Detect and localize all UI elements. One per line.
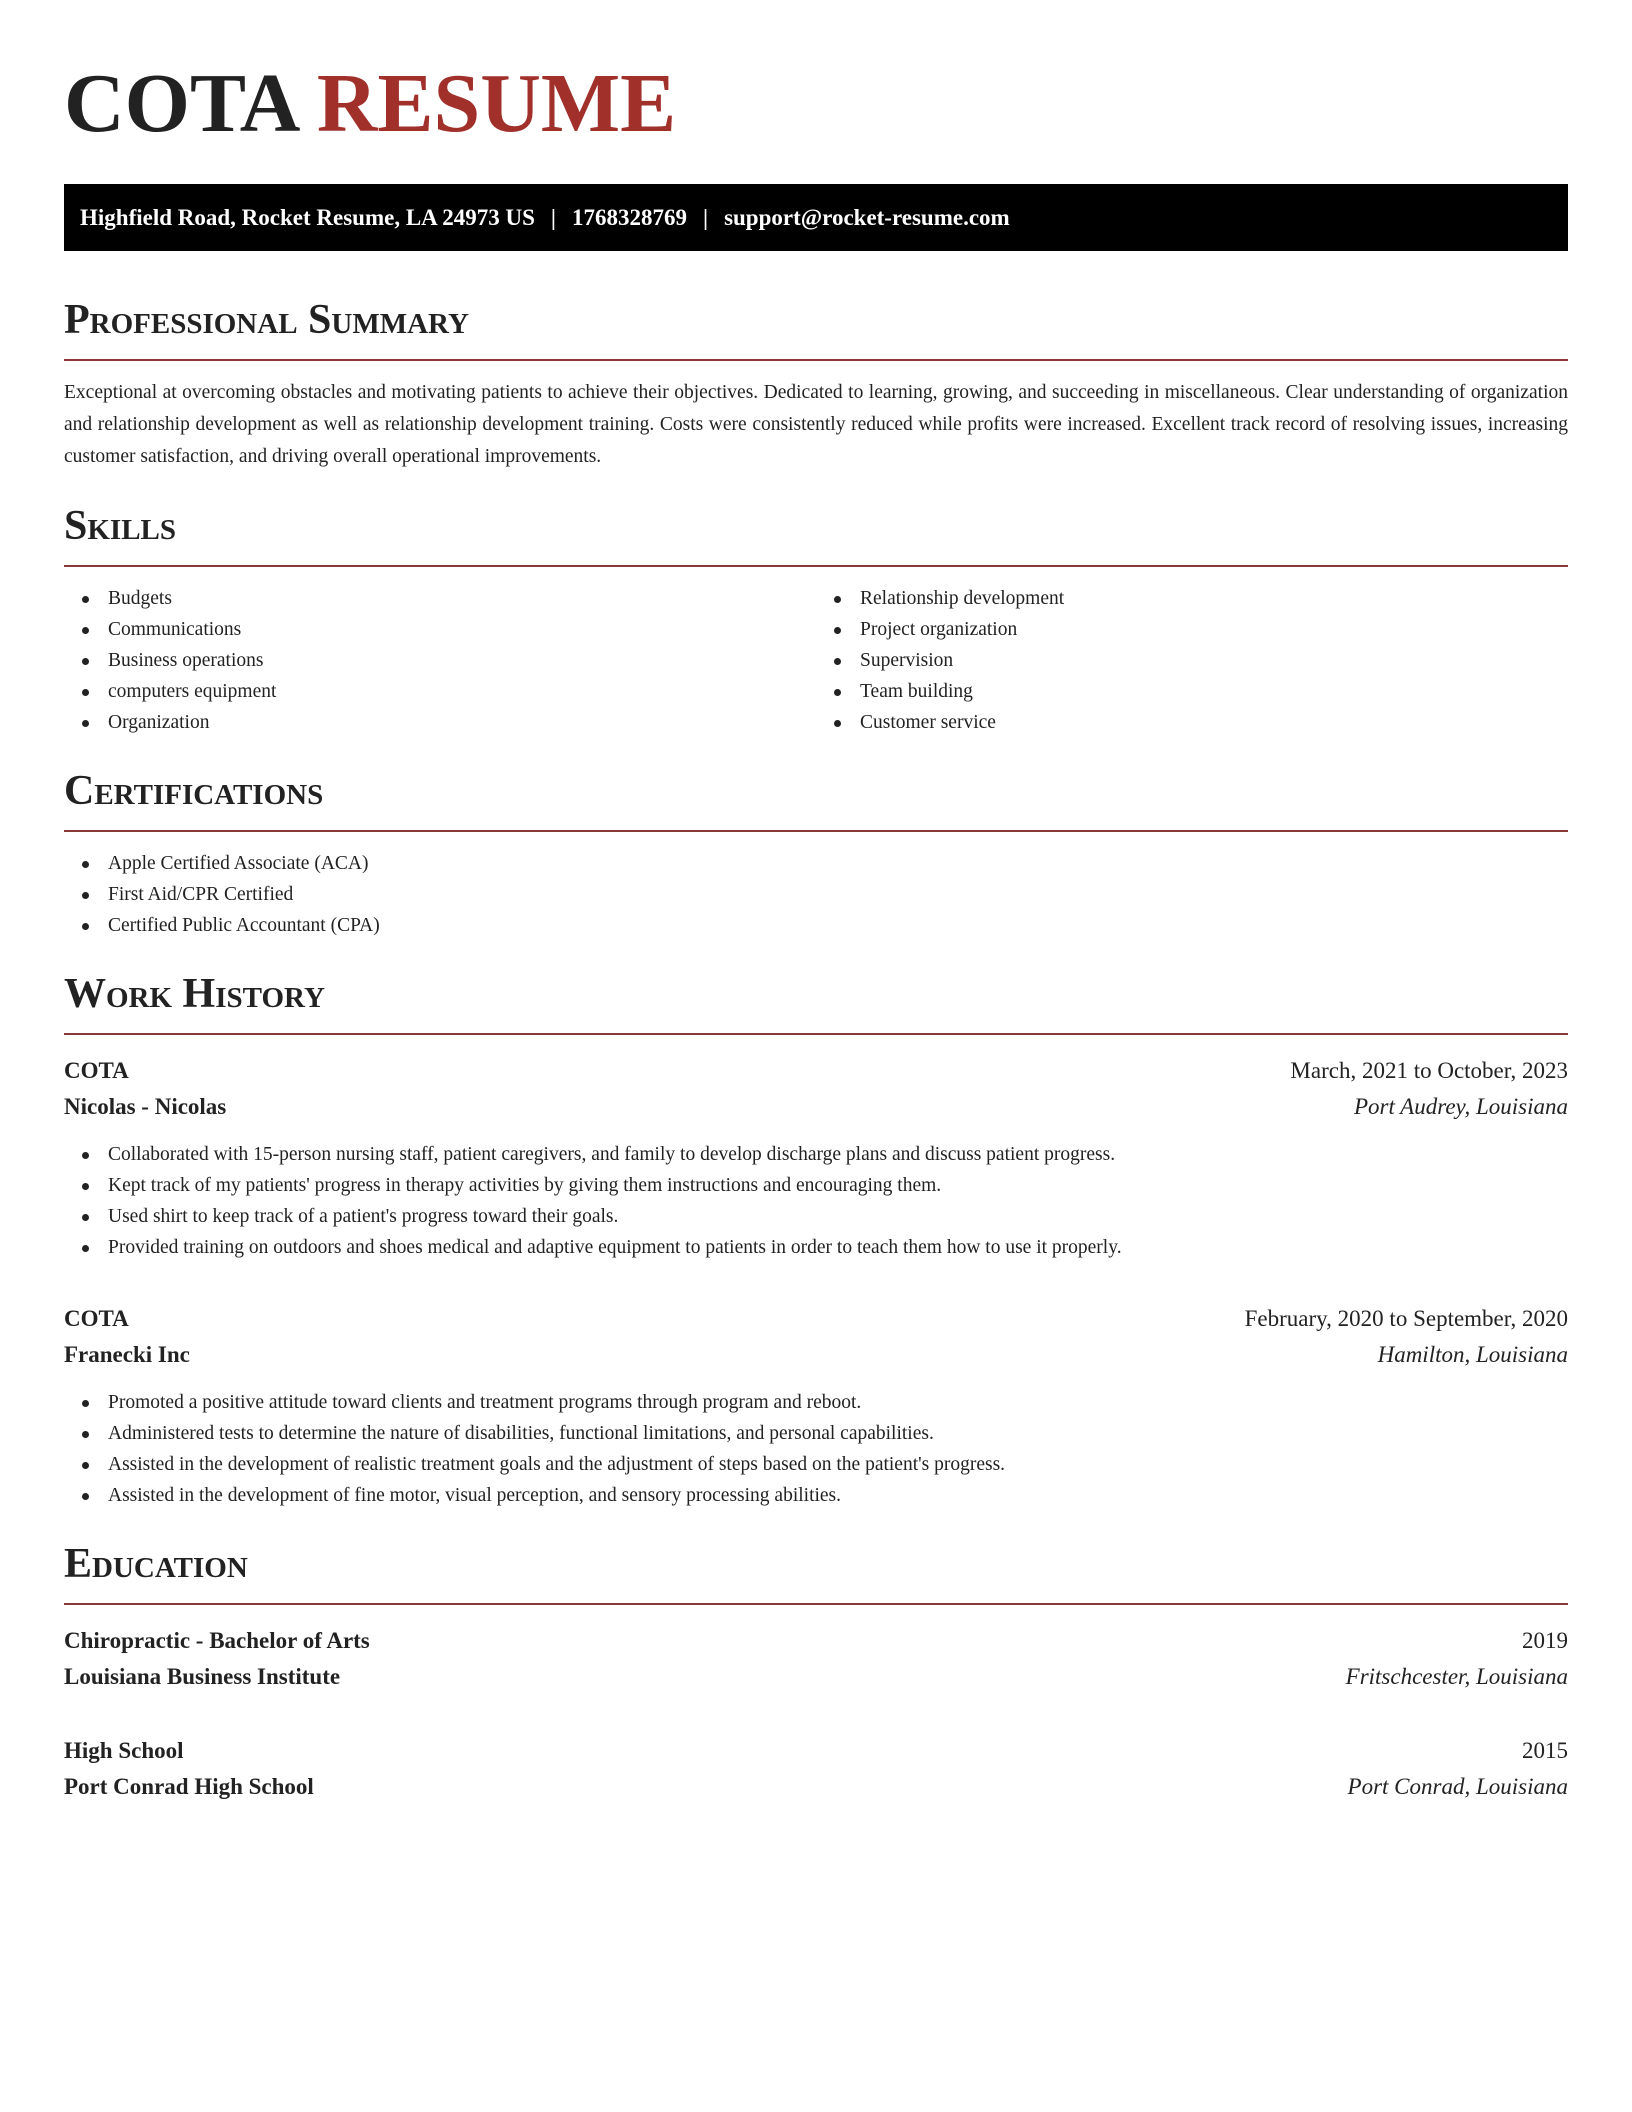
contact-phone: 1768328769 (571, 204, 687, 230)
education-entry (64, 1733, 1568, 1805)
skill-item: Relationship development (816, 583, 1568, 614)
skills-grid (64, 583, 1568, 738)
job-duty: Used shirt to keep track of a patient's progress toward their goals. (64, 1201, 1568, 1232)
contact-email: support@rocket-resume.com (724, 204, 1010, 230)
certification-item: Apple Certified Associate (ACA) (64, 848, 1568, 879)
job-duties-list (64, 1387, 1568, 1511)
job-duty: Kept track of my patients' progress in therapy activities by giving them instructions and encouraging them. (64, 1170, 1568, 1201)
education-school: Louisiana Business Institute (64, 1664, 341, 1689)
last-name: RESUME (316, 57, 677, 150)
job-dates: February, 2020 to September, 2020 (1244, 1306, 1568, 1331)
first-name: COTA (64, 57, 296, 150)
education-entry (64, 1623, 1568, 1695)
job-dates: March, 2021 to October, 2023 (1290, 1058, 1568, 1083)
skill-item: Supervision (816, 645, 1568, 676)
certifications-title: Certifications (64, 766, 1568, 832)
job-header-row (64, 1301, 1568, 1337)
skill-item: Team building (816, 676, 1568, 707)
skills-title: Skills (64, 501, 1568, 567)
job-location: Hamilton, Louisiana (1377, 1342, 1568, 1367)
job-company: Franecki Inc (64, 1342, 190, 1367)
job-position: COTA (64, 1058, 129, 1083)
summary-title: Professional Summary (64, 295, 1568, 361)
job-duty: Assisted in the development of realistic treatment goals and the adjustment of steps based on the patient's progress. (64, 1449, 1568, 1480)
skills-section (64, 501, 1568, 738)
skill-item: Organization (64, 707, 816, 738)
education-title: Education (64, 1539, 1568, 1605)
contact-bar (64, 184, 1568, 251)
skill-item: computers equipment (64, 676, 816, 707)
skill-item: Project organization (816, 614, 1568, 645)
education-degree-row (64, 1733, 1568, 1769)
education-school: Port Conrad High School (64, 1774, 314, 1799)
resume-name (64, 56, 1568, 152)
skill-item: Customer service (816, 707, 1568, 738)
skill-item: Communications (64, 614, 816, 645)
education-year: 2019 (1522, 1628, 1568, 1653)
summary-section (64, 295, 1568, 473)
job-duty: Assisted in the development of fine motor, visual perception, and sensory processing abilities. (64, 1480, 1568, 1511)
certifications-section (64, 766, 1568, 941)
education-degree: High School (64, 1738, 184, 1763)
education-school-row (64, 1769, 1568, 1805)
work-history-title: Work History (64, 969, 1568, 1035)
summary-text: Exceptional at overcoming obstacles and motivating patients to achieve their objectives. Dedicated to learning, growing, and succeeding in miscellaneous. Clear understanding of organization and relationship development as well as relationship development training. Costs were consistently reduced while profits were increased. Excellent track record of resolving issues, increasing customer satisfaction, and driving overall operational improvements. (64, 382, 1568, 467)
education-degree-row (64, 1623, 1568, 1659)
job-duties-list (64, 1139, 1568, 1263)
job-entry (64, 1301, 1568, 1511)
job-duty: Provided training on outdoors and shoes medical and adaptive equipment to patients in order to teach them how to use it properly. (64, 1232, 1568, 1263)
contact-separator: | (702, 204, 709, 230)
work-history-section (64, 969, 1568, 1511)
education-school-row (64, 1659, 1568, 1695)
skill-item: Business operations (64, 645, 816, 676)
skill-item: Budgets (64, 583, 816, 614)
contact-separator: | (550, 204, 556, 230)
education-section (64, 1539, 1568, 1805)
skills-list-right (816, 583, 1568, 738)
certification-item: Certified Public Accountant (CPA) (64, 910, 1568, 941)
education-location: Port Conrad, Louisiana (1347, 1774, 1568, 1799)
job-location: Port Audrey, Louisiana (1353, 1094, 1568, 1119)
skills-list-left (64, 583, 816, 738)
job-company-row (64, 1337, 1568, 1373)
job-duty: Promoted a positive attitude toward clients and treatment programs through program and reboot. (64, 1387, 1568, 1418)
education-year: 2015 (1522, 1738, 1568, 1763)
job-position: COTA (64, 1306, 129, 1331)
job-company-row (64, 1089, 1568, 1125)
job-company: Nicolas - Nicolas (64, 1094, 227, 1119)
certification-item: First Aid/CPR Certified (64, 879, 1568, 910)
job-duty: Administered tests to determine the nature of disabilities, functional limitations, and personal capabilities. (64, 1418, 1568, 1449)
education-degree: Chiropractic - Bachelor of Arts (64, 1628, 370, 1653)
certifications-list (64, 848, 1568, 941)
job-header-row (64, 1053, 1568, 1089)
job-duty: Collaborated with 15-person nursing staff, patient caregivers, and family to develop discharge plans and discuss patient progress. (64, 1139, 1568, 1170)
contact-address: Highfield Road, Rocket Resume, LA 24973 US (80, 204, 535, 230)
education-location: Fritschcester, Louisiana (1345, 1664, 1568, 1689)
job-entry (64, 1053, 1568, 1263)
